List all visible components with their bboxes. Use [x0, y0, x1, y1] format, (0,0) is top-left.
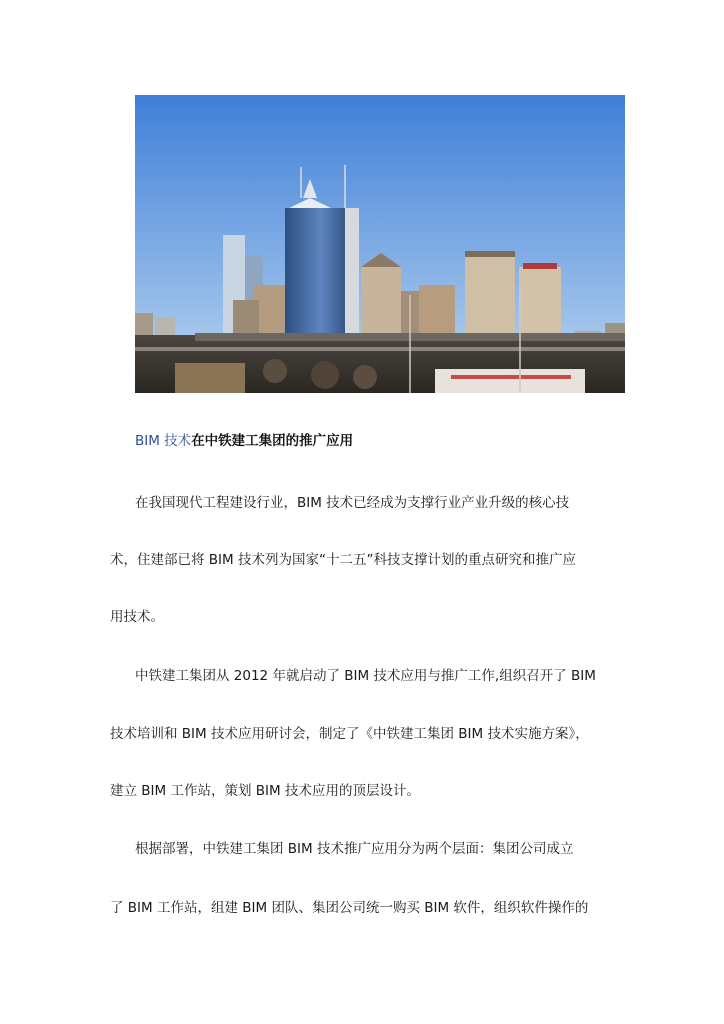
paragraph-2-line-1: 中铁建工集团从 2012 年就启动了 BIM 技术应用与推广工作,组织召开了 BIM — [135, 668, 596, 684]
paragraph-2-line-3: 建立 BIM 工作站，策划 BIM 技术应用的顶层设计。 — [110, 783, 420, 799]
heading-accent: BIM 技术 — [135, 433, 192, 449]
city-skyline-photo — [135, 95, 625, 393]
paragraph-2-line-2: 技术培训和 BIM 技术应用研讨会，制定了《中铁建工集团 BIM 技术实施方案》， — [110, 726, 589, 742]
paragraph-3-line-2: 了 BIM 工作站，组建 BIM 团队、集团公司统一购买 BIM 软件，组织软件操作的 — [110, 900, 589, 916]
skyline-illustration — [135, 95, 625, 393]
heading-rest: 在中铁建工集团的推广应用 — [191, 433, 354, 449]
paragraph-3-line-1: 根据部署，中铁建工集团 BIM 技术推广应用分为两个层面：集团公司成立 — [135, 841, 574, 857]
paragraph-1-line-3: 用技术。 — [110, 609, 164, 625]
paragraph-1-line-1: 在我国现代工程建设行业，BIM 技术已经成为支撑行业产业升级的核心技 — [135, 495, 570, 511]
article-heading — [135, 429, 353, 449]
paragraph-1-line-2: 术，住建部已将 BIM 技术列为国家“十二五”科技支撑计划的重点研究和推广应 — [110, 552, 576, 568]
